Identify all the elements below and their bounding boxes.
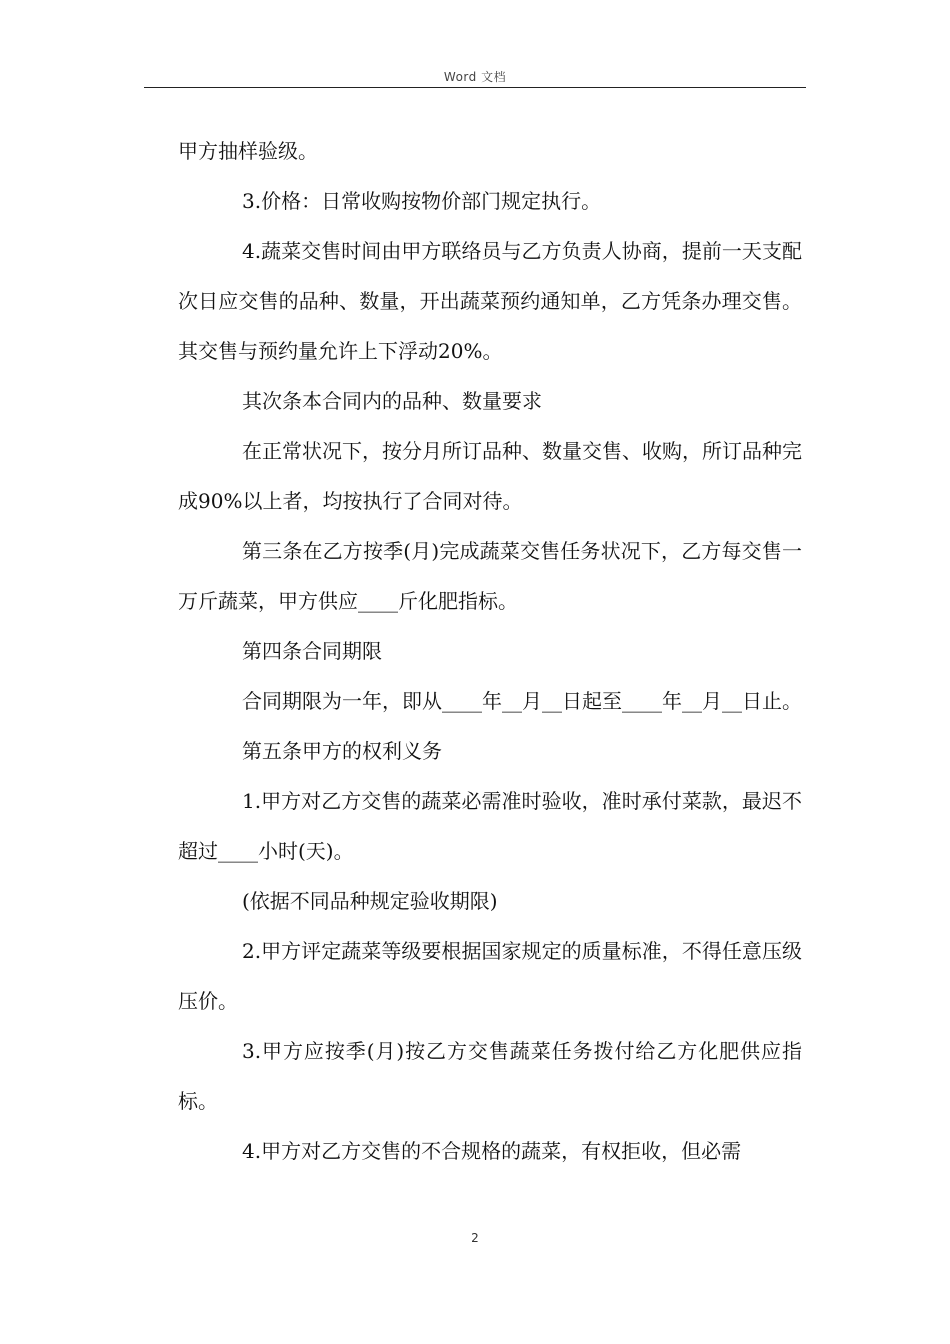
paragraph: 4.甲方对乙方交售的不合规格的蔬菜，有权拒收，但必需 <box>242 1139 742 1163</box>
paragraph: 2.甲方评定蔬菜等级要根据国家规定的质量标准，不得任意压级压价。 <box>178 939 802 1013</box>
page-header: Word 文档 <box>443 70 507 84</box>
paragraph: 合同期限为一年，即从____年__月__日起至____年__月__日止。 <box>242 689 802 713</box>
paragraph: 3.价格：日常收购按物价部门规定执行。 <box>242 189 602 213</box>
paragraph: 3.甲方应按季(月)按乙方交售蔬菜任务拨付给乙方化肥供应指标。 <box>178 1039 802 1113</box>
paragraph: 第三条在乙方按季(月)完成蔬菜交售任务状况下，乙方每交售一万斤蔬菜，甲方供应____斤化肥指标。 <box>178 539 802 613</box>
paragraph: 在正常状况下，按分月所订品种、数量交售、收购，所订品种完成90%以上者，均按执行了合同对待。 <box>178 439 802 513</box>
paragraph: 4.蔬菜交售时间由甲方联络员与乙方负责人协商，提前一天支配次日应交售的品种、数量，开出蔬菜预约通知单，乙方凭条办理交售。其交售与预约量允许上下浮动20%。 <box>178 239 802 363</box>
paragraph: 第四条合同期限 <box>242 639 382 663</box>
page-number: 2 <box>471 1231 479 1245</box>
paragraph: 其次条本合同内的品种、数量要求 <box>242 389 542 413</box>
header-divider <box>144 87 806 88</box>
paragraph: 甲方抽样验级。 <box>178 139 318 163</box>
paragraph: 1.甲方对乙方交售的蔬菜必需准时验收，准时承付菜款，最迟不超过____小时(天)。 <box>178 789 802 863</box>
paragraph: (依据不同品种规定验收期限) <box>242 889 498 913</box>
paragraph: 第五条甲方的权利义务 <box>242 739 442 763</box>
document-body <box>178 126 802 1176</box>
